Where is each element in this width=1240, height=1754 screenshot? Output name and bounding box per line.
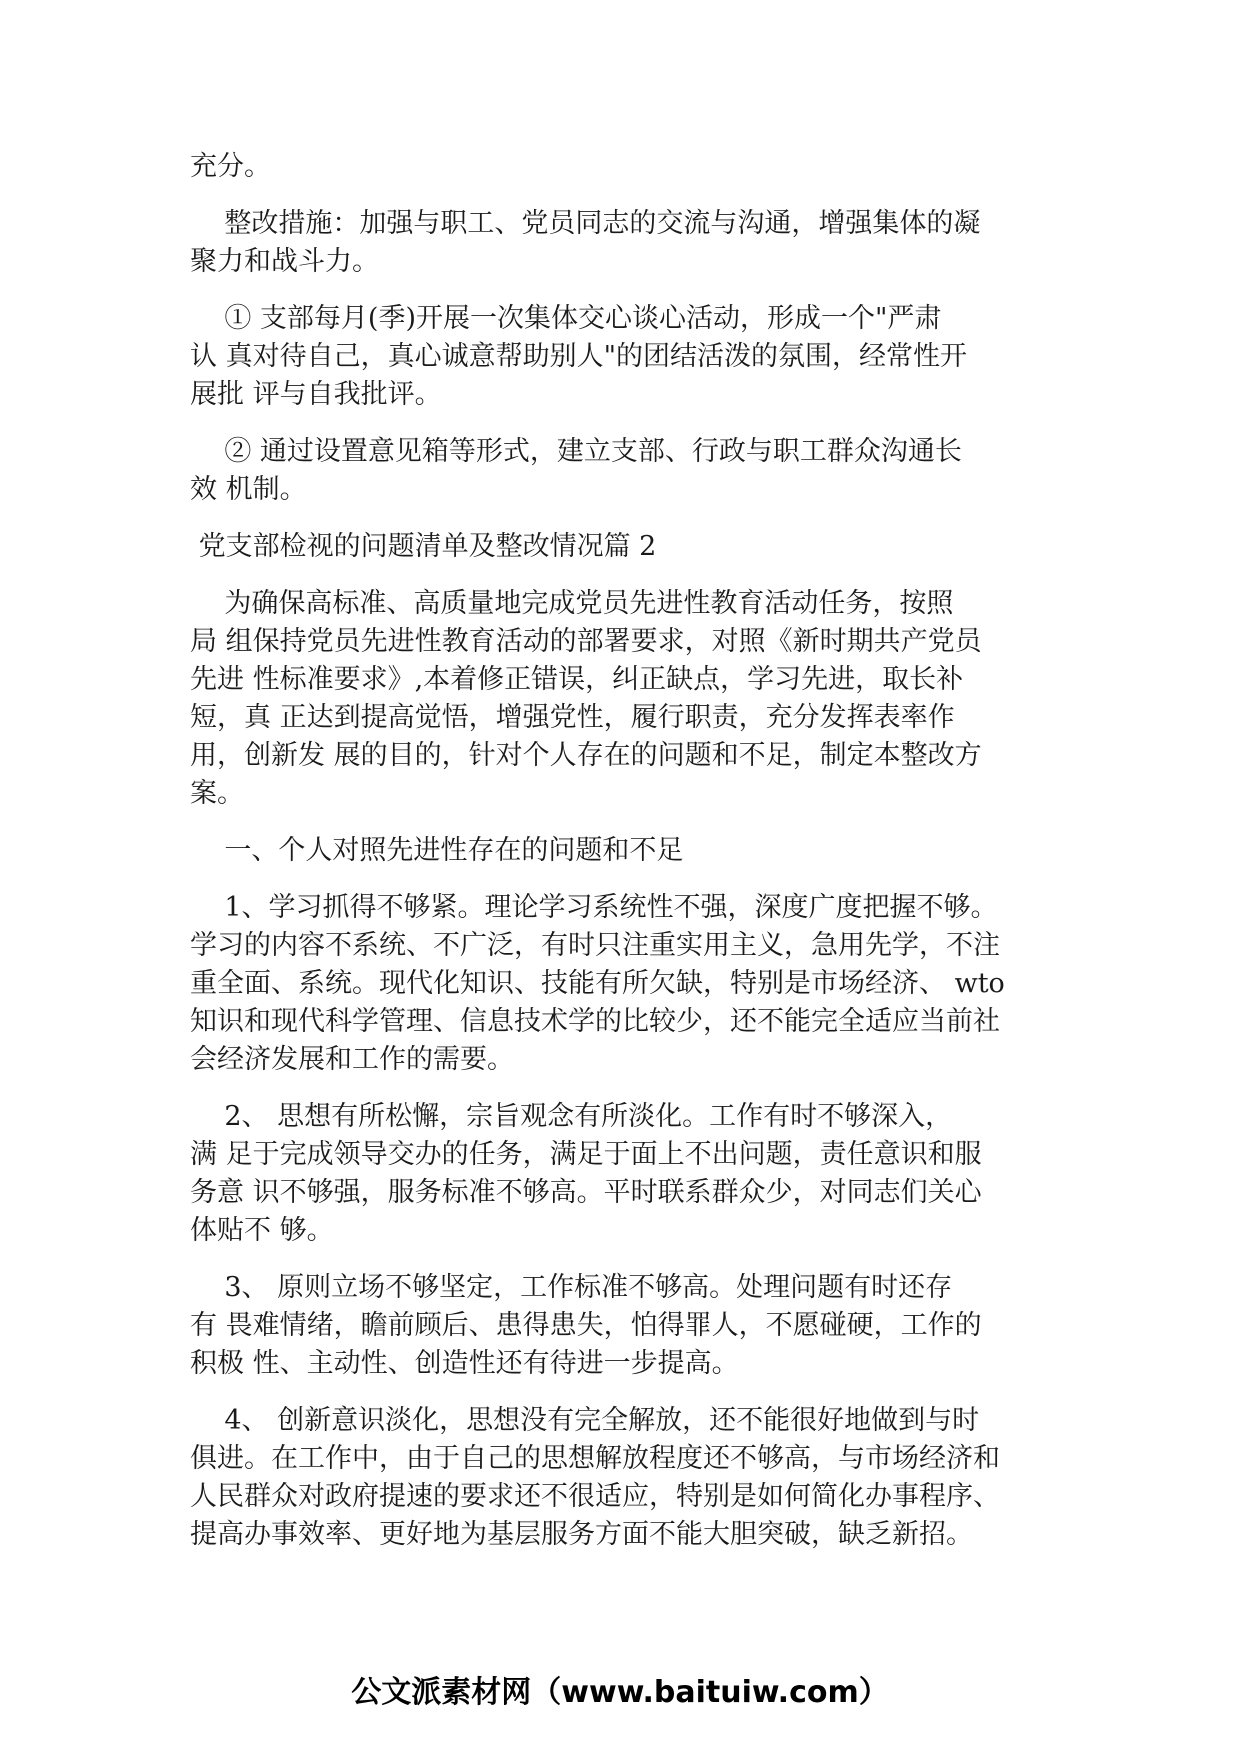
paragraph — [190, 1098, 1060, 1250]
text-line: 提高办事效率、更好地为基层服务方面不能大胆突破，缺乏新招。 — [190, 1519, 973, 1550]
text-line: 整改措施：加强与职工、党员同志的交流与沟通，增强集体的凝 — [190, 208, 981, 239]
text-line: 3、 原则立场不够坚定，工作标准不够高。处理问题有时还存 — [190, 1272, 953, 1303]
text-line: 重全面、系统。现代化知识、技能有所欠缺，特别是市场经济、 wto — [190, 968, 1005, 999]
text-line: 俱进。在工作中，由于自己的思想解放程度还不够高，与市场经济和 — [190, 1443, 1000, 1474]
paragraph — [190, 148, 1060, 186]
text-line: 充分。 — [190, 151, 271, 182]
text-line: 案。 — [190, 778, 244, 809]
paragraph — [190, 889, 1060, 1079]
text-line: 满 足于完成领导交办的任务，满足于面上不出问题，责任意识和服 — [190, 1139, 982, 1170]
paragraph — [190, 1402, 1060, 1554]
text-line: 人民群众对政府提速的要求还不很适应，特别是如何简化办事程序、 — [190, 1481, 1000, 1512]
paragraph — [190, 832, 1060, 870]
text-line: 党支部检视的问题清单及整改情况篇 2 — [190, 531, 657, 562]
text-line: 积极 性、主动性、创造性还有待进一步提高。 — [190, 1348, 739, 1379]
text-line: 短，真 正达到提高觉悟，增强党性，履行职责，充分发挥表率作 — [190, 702, 955, 733]
text-line: 知识和现代科学管理、信息技术学的比较少，还不能完全适应当前社 — [190, 1006, 1000, 1037]
text-line: 务意 识不够强，服务标准不够高。平时联系群众少，对同志们关心 — [190, 1177, 982, 1208]
text-line: 效 机制。 — [190, 474, 307, 505]
paragraph — [190, 300, 1060, 414]
paragraph — [190, 528, 1060, 566]
text-line: ② 通过设置意见箱等形式，建立支部、行政与职工群众沟通长 — [190, 436, 962, 467]
text-line: 1、学习抓得不够紧。理论学习系统性不强，深度广度把握不够。 — [190, 892, 998, 923]
text-line: 用，创新发 展的目的，针对个人存在的问题和不足，制定本整改方 — [190, 740, 982, 771]
footer-watermark: 公文派素材网（www.baituiw.com） — [351, 1675, 889, 1710]
text-line: 为确保高标准、高质量地完成党员先进性教育活动任务，按照 — [190, 588, 954, 619]
paragraph — [190, 433, 1060, 509]
document-body — [190, 148, 1060, 1573]
paragraph — [190, 1269, 1060, 1383]
text-line: 2、 思想有所松懈，宗旨观念有所淡化。工作有时不够深入， — [190, 1101, 953, 1132]
text-line: 展批 评与自我批评。 — [190, 379, 442, 410]
text-line: 局 组保持党员先进性教育活动的部署要求，对照《新时期共产党员 — [190, 626, 982, 657]
text-line: 会经济发展和工作的需要。 — [190, 1044, 514, 1075]
text-line: 先进 性标准要求》,本着修正错误，纠正缺点，学习先进，取长补 — [190, 664, 964, 695]
text-line: 体贴不 够。 — [190, 1215, 334, 1246]
text-line: 一、个人对照先进性存在的问题和不足 — [190, 835, 684, 866]
text-line: ① 支部每月(季)开展一次集体交心谈心活动，形成一个"严肃 — [190, 303, 942, 334]
paragraph — [190, 205, 1060, 281]
text-line: 有 畏难情绪，瞻前顾后、患得患失，怕得罪人，不愿碰硬，工作的 — [190, 1310, 982, 1341]
text-line: 学习的内容不系统、不广泛，有时只注重实用主义，急用先学，不注 — [190, 930, 1000, 961]
text-line: 认 真对待自己，真心诚意帮助别人"的团结活泼的氛围，经常性开 — [190, 341, 968, 372]
text-line: 4、 创新意识淡化，思想没有完全解放，还不能很好地做到与时 — [190, 1405, 980, 1436]
paragraph — [190, 585, 1060, 813]
text-line: 聚力和战斗力。 — [190, 246, 379, 277]
